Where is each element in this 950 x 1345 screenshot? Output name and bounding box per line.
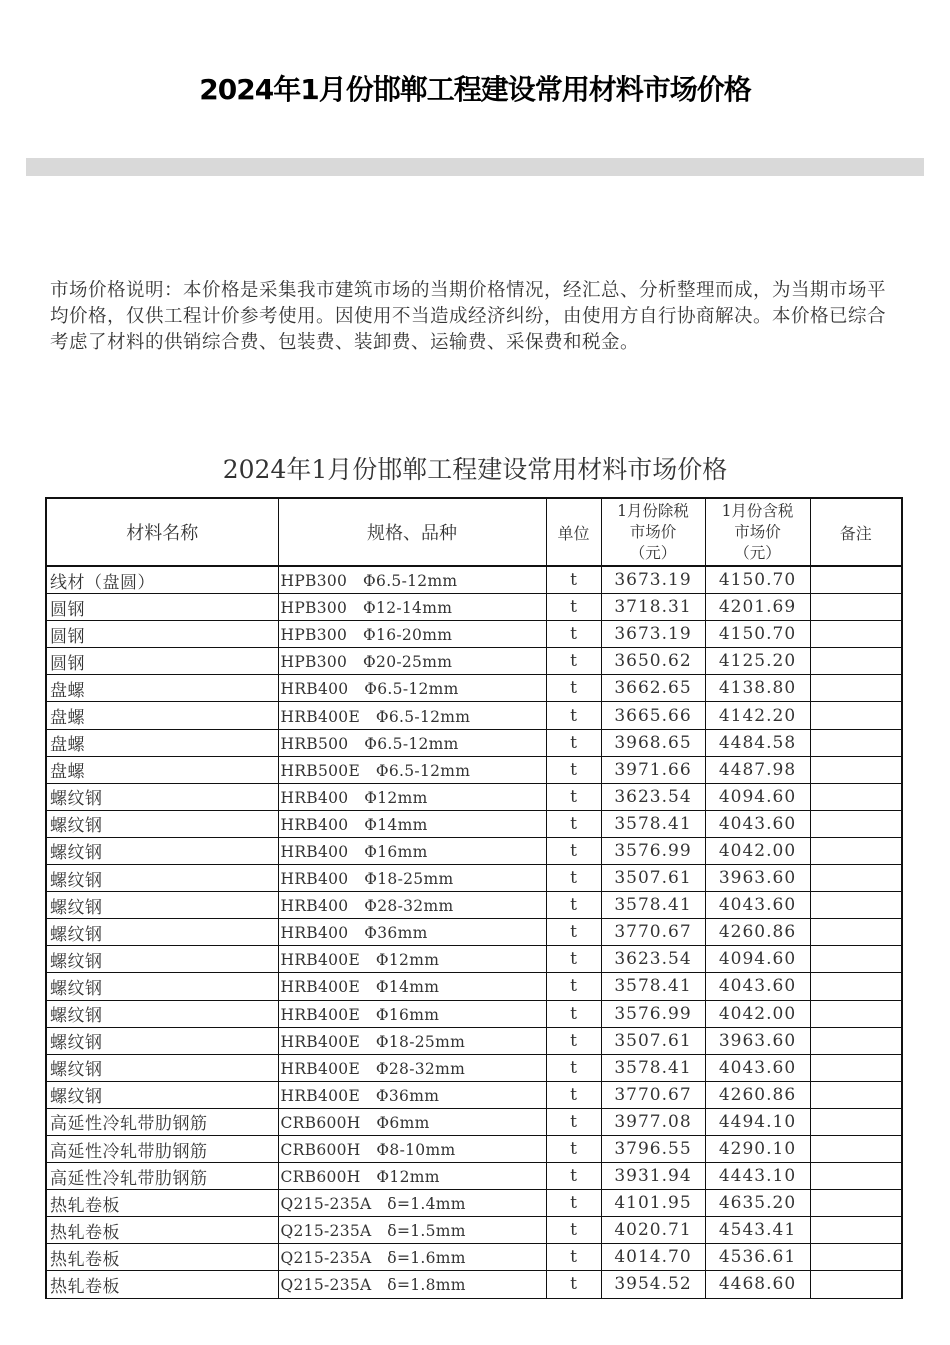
cell-price-inc-tax: 4290.10 [705, 1135, 810, 1162]
price-note: 市场价格说明：本价格是采集我市建筑市场的当期价格情况，经汇总、分析整理而成，为当期市场平均价格，仅供工程计价参考使用。因使用不当造成经济纠纷，由使用方自行协商解决。本价格已综合考虑了材料的供销综合费、包装费、装卸费、运输费、采保费和税金。 [50, 280, 887, 353]
cell-price-ex-tax: 3507.61 [601, 1027, 705, 1054]
header-price-inc-tax [705, 498, 810, 566]
cell-price-inc-tax: 4125.20 [705, 648, 810, 675]
cell-spec: HRB400E Φ14mm [278, 973, 546, 1000]
cell-material-name: 高延性冷轧带肋钢筋 [46, 1135, 278, 1162]
cell-price-inc-tax: 4543.41 [705, 1217, 810, 1244]
cell-spec: HRB400E Φ6.5-12mm [278, 702, 546, 729]
cell-price-inc-tax: 4043.60 [705, 973, 810, 1000]
table-row [46, 1217, 902, 1244]
cell-remark [810, 621, 902, 648]
cell-unit: t [546, 729, 601, 756]
cell-unit: t [546, 1163, 601, 1190]
cell-price-inc-tax: 4150.70 [705, 566, 810, 594]
header-price-inc-line1: 1月份含税 [721, 501, 794, 520]
cell-unit: t [546, 1217, 601, 1244]
table-row [46, 1000, 902, 1027]
cell-remark [810, 675, 902, 702]
cell-price-inc-tax: 4138.80 [705, 675, 810, 702]
table-header-row [46, 498, 902, 566]
cell-remark [810, 865, 902, 892]
table-row [46, 648, 902, 675]
cell-price-ex-tax: 3578.41 [601, 1054, 705, 1081]
cell-price-inc-tax: 4042.00 [705, 837, 810, 864]
table-row [46, 1054, 902, 1081]
table-row [46, 837, 902, 864]
cell-material-name: 螺纹钢 [46, 837, 278, 864]
cell-price-inc-tax: 4043.60 [705, 810, 810, 837]
price-table [45, 497, 903, 1299]
cell-price-ex-tax: 3931.94 [601, 1163, 705, 1190]
cell-price-inc-tax: 4494.10 [705, 1108, 810, 1135]
cell-price-ex-tax: 3770.67 [601, 919, 705, 946]
cell-unit: t [546, 756, 601, 783]
header-unit: 单位 [546, 498, 601, 566]
cell-material-name: 盘螺 [46, 729, 278, 756]
header-divider-band [26, 158, 924, 176]
cell-material-name: 螺纹钢 [46, 1000, 278, 1027]
table-row [46, 1135, 902, 1162]
table-row [46, 621, 902, 648]
cell-unit: t [546, 1271, 601, 1298]
cell-unit: t [546, 621, 601, 648]
table-row [46, 783, 902, 810]
table-row [46, 729, 902, 756]
header-price-ex-line3: （元） [629, 543, 677, 562]
cell-material-name: 螺纹钢 [46, 946, 278, 973]
cell-material-name: 热轧卷板 [46, 1190, 278, 1217]
cell-price-ex-tax: 3650.62 [601, 648, 705, 675]
table-row [46, 1027, 902, 1054]
header-price-inc-line3: （元） [734, 543, 781, 562]
cell-spec: HRB400E Φ36mm [278, 1081, 546, 1108]
table-row [46, 702, 902, 729]
cell-price-inc-tax: 4201.69 [705, 594, 810, 621]
cell-remark [810, 810, 902, 837]
cell-spec: HRB400 Φ16mm [278, 837, 546, 864]
cell-spec: HRB500 Φ6.5-12mm [278, 729, 546, 756]
cell-material-name: 螺纹钢 [46, 783, 278, 810]
cell-remark [810, 837, 902, 864]
cell-remark [810, 783, 902, 810]
cell-spec: Q215-235A δ=1.5mm [278, 1217, 546, 1244]
cell-price-ex-tax: 3665.66 [601, 702, 705, 729]
table-row [46, 973, 902, 1000]
cell-remark [810, 919, 902, 946]
cell-unit: t [546, 1108, 601, 1135]
cell-spec: HRB500E Φ6.5-12mm [278, 756, 546, 783]
page-title: 2024年1月份邯郸工程建设常用材料市场价格 [199, 73, 751, 106]
cell-material-name: 热轧卷板 [46, 1271, 278, 1298]
cell-unit: t [546, 566, 601, 594]
cell-spec: HRB400 Φ6.5-12mm [278, 675, 546, 702]
cell-price-ex-tax: 3662.65 [601, 675, 705, 702]
table-body [46, 566, 902, 1298]
price-table-container [45, 497, 901, 1297]
cell-unit: t [546, 1000, 601, 1027]
cell-unit: t [546, 837, 601, 864]
cell-unit: t [546, 1054, 601, 1081]
cell-material-name: 线材（盘圆） [46, 566, 278, 594]
cell-remark [810, 1190, 902, 1217]
cell-spec: HRB400 Φ36mm [278, 919, 546, 946]
cell-price-inc-tax: 4536.61 [705, 1244, 810, 1271]
header-price-inc-line2: 市场价 [734, 522, 781, 541]
cell-material-name: 螺纹钢 [46, 973, 278, 1000]
cell-material-name: 热轧卷板 [46, 1217, 278, 1244]
cell-spec: CRB600H Φ6mm [278, 1108, 546, 1135]
cell-spec: Q215-235A δ=1.6mm [278, 1244, 546, 1271]
cell-price-ex-tax: 3576.99 [601, 837, 705, 864]
cell-price-ex-tax: 3576.99 [601, 1000, 705, 1027]
cell-price-inc-tax: 4487.98 [705, 756, 810, 783]
cell-price-ex-tax: 4014.70 [601, 1244, 705, 1271]
table-row [46, 566, 902, 594]
cell-remark [810, 566, 902, 594]
cell-price-ex-tax: 3977.08 [601, 1108, 705, 1135]
cell-price-ex-tax: 3796.55 [601, 1135, 705, 1162]
cell-spec: HPB300 Φ12-14mm [278, 594, 546, 621]
cell-unit: t [546, 1190, 601, 1217]
cell-price-ex-tax: 3770.67 [601, 1081, 705, 1108]
cell-unit: t [546, 1027, 601, 1054]
cell-price-inc-tax: 4042.00 [705, 1000, 810, 1027]
cell-unit: t [546, 865, 601, 892]
cell-remark [810, 1000, 902, 1027]
cell-price-ex-tax: 3718.31 [601, 594, 705, 621]
cell-remark [810, 1271, 902, 1298]
cell-remark [810, 594, 902, 621]
cell-spec: Q215-235A δ=1.8mm [278, 1271, 546, 1298]
cell-price-ex-tax: 4020.71 [601, 1217, 705, 1244]
cell-unit: t [546, 810, 601, 837]
cell-spec: HRB400 Φ12mm [278, 783, 546, 810]
cell-remark [810, 1054, 902, 1081]
cell-material-name: 圆钢 [46, 648, 278, 675]
cell-price-ex-tax: 3954.52 [601, 1271, 705, 1298]
cell-remark [810, 1108, 902, 1135]
cell-spec: HRB400E Φ18-25mm [278, 1027, 546, 1054]
table-row [46, 919, 902, 946]
cell-unit: t [546, 1135, 601, 1162]
cell-material-name: 螺纹钢 [46, 1054, 278, 1081]
table-row [46, 1081, 902, 1108]
table-row [46, 946, 902, 973]
table-row [46, 594, 902, 621]
table-row [46, 865, 902, 892]
cell-unit: t [546, 919, 601, 946]
cell-unit: t [546, 946, 601, 973]
cell-unit: t [546, 594, 601, 621]
cell-price-inc-tax: 4142.20 [705, 702, 810, 729]
cell-remark [810, 946, 902, 973]
cell-price-inc-tax: 4484.58 [705, 729, 810, 756]
cell-price-inc-tax: 4468.60 [705, 1271, 810, 1298]
cell-price-ex-tax: 3673.19 [601, 566, 705, 594]
table-title: 2024年1月份邯郸工程建设常用材料市场价格 [222, 455, 728, 484]
cell-spec: HRB400 Φ18-25mm [278, 865, 546, 892]
cell-unit: t [546, 1081, 601, 1108]
cell-remark [810, 1081, 902, 1108]
cell-spec: HRB400 Φ14mm [278, 810, 546, 837]
cell-spec: CRB600H Φ8-10mm [278, 1135, 546, 1162]
cell-price-inc-tax: 4443.10 [705, 1163, 810, 1190]
cell-price-ex-tax: 4101.95 [601, 1190, 705, 1217]
cell-price-inc-tax: 4260.86 [705, 1081, 810, 1108]
header-name: 材料名称 [46, 498, 278, 566]
header-price-ex-line2: 市场价 [629, 522, 677, 541]
cell-spec: HRB400E Φ12mm [278, 946, 546, 973]
table-row [46, 892, 902, 919]
cell-unit: t [546, 973, 601, 1000]
cell-spec: HPB300 Φ20-25mm [278, 648, 546, 675]
cell-spec: HPB300 Φ6.5-12mm [278, 566, 546, 594]
header-price-ex-tax [601, 498, 705, 566]
table-row [46, 756, 902, 783]
header-spec: 规格、品种 [278, 498, 546, 566]
cell-remark [810, 1244, 902, 1271]
cell-price-ex-tax: 3578.41 [601, 973, 705, 1000]
cell-remark [810, 1163, 902, 1190]
cell-price-inc-tax: 4094.60 [705, 946, 810, 973]
cell-price-inc-tax: 4150.70 [705, 621, 810, 648]
cell-remark [810, 702, 902, 729]
cell-spec: HRB400 Φ28-32mm [278, 892, 546, 919]
cell-price-ex-tax: 3578.41 [601, 892, 705, 919]
cell-material-name: 螺纹钢 [46, 1027, 278, 1054]
cell-price-inc-tax: 4094.60 [705, 783, 810, 810]
cell-spec: HPB300 Φ16-20mm [278, 621, 546, 648]
cell-remark [810, 648, 902, 675]
cell-material-name: 热轧卷板 [46, 1244, 278, 1271]
cell-material-name: 螺纹钢 [46, 919, 278, 946]
cell-remark [810, 1217, 902, 1244]
table-row [46, 1244, 902, 1271]
cell-material-name: 螺纹钢 [46, 865, 278, 892]
table-row [46, 1190, 902, 1217]
cell-material-name: 高延性冷轧带肋钢筋 [46, 1108, 278, 1135]
cell-unit: t [546, 892, 601, 919]
cell-price-inc-tax: 4043.60 [705, 892, 810, 919]
cell-unit: t [546, 702, 601, 729]
cell-price-inc-tax: 4260.86 [705, 919, 810, 946]
cell-remark [810, 729, 902, 756]
cell-material-name: 螺纹钢 [46, 810, 278, 837]
cell-unit: t [546, 783, 601, 810]
cell-material-name: 盘螺 [46, 702, 278, 729]
cell-price-ex-tax: 3623.54 [601, 946, 705, 973]
header-remark: 备注 [810, 498, 902, 566]
cell-unit: t [546, 648, 601, 675]
cell-price-ex-tax: 3968.65 [601, 729, 705, 756]
cell-spec: HRB400E Φ28-32mm [278, 1054, 546, 1081]
table-row [46, 1163, 902, 1190]
cell-material-name: 螺纹钢 [46, 892, 278, 919]
cell-remark [810, 1027, 902, 1054]
cell-price-inc-tax: 3963.60 [705, 1027, 810, 1054]
cell-remark [810, 756, 902, 783]
cell-material-name: 盘螺 [46, 675, 278, 702]
cell-material-name: 螺纹钢 [46, 1081, 278, 1108]
cell-price-inc-tax: 4635.20 [705, 1190, 810, 1217]
header-price-ex-line1: 1月份除税 [617, 501, 689, 520]
cell-price-ex-tax: 3623.54 [601, 783, 705, 810]
cell-material-name: 高延性冷轧带肋钢筋 [46, 1163, 278, 1190]
cell-remark [810, 1135, 902, 1162]
cell-spec: HRB400E Φ16mm [278, 1000, 546, 1027]
cell-remark [810, 973, 902, 1000]
cell-spec: Q215-235A δ=1.4mm [278, 1190, 546, 1217]
cell-price-ex-tax: 3578.41 [601, 810, 705, 837]
cell-remark [810, 892, 902, 919]
cell-price-ex-tax: 3507.61 [601, 865, 705, 892]
cell-material-name: 圆钢 [46, 594, 278, 621]
cell-unit: t [546, 675, 601, 702]
cell-unit: t [546, 1244, 601, 1271]
table-row [46, 1108, 902, 1135]
cell-price-ex-tax: 3971.66 [601, 756, 705, 783]
cell-price-inc-tax: 3963.60 [705, 865, 810, 892]
cell-price-ex-tax: 3673.19 [601, 621, 705, 648]
table-row [46, 810, 902, 837]
cell-price-inc-tax: 4043.60 [705, 1054, 810, 1081]
cell-material-name: 盘螺 [46, 756, 278, 783]
table-row [46, 675, 902, 702]
cell-material-name: 圆钢 [46, 621, 278, 648]
cell-spec: CRB600H Φ12mm [278, 1163, 546, 1190]
table-row [46, 1271, 902, 1298]
